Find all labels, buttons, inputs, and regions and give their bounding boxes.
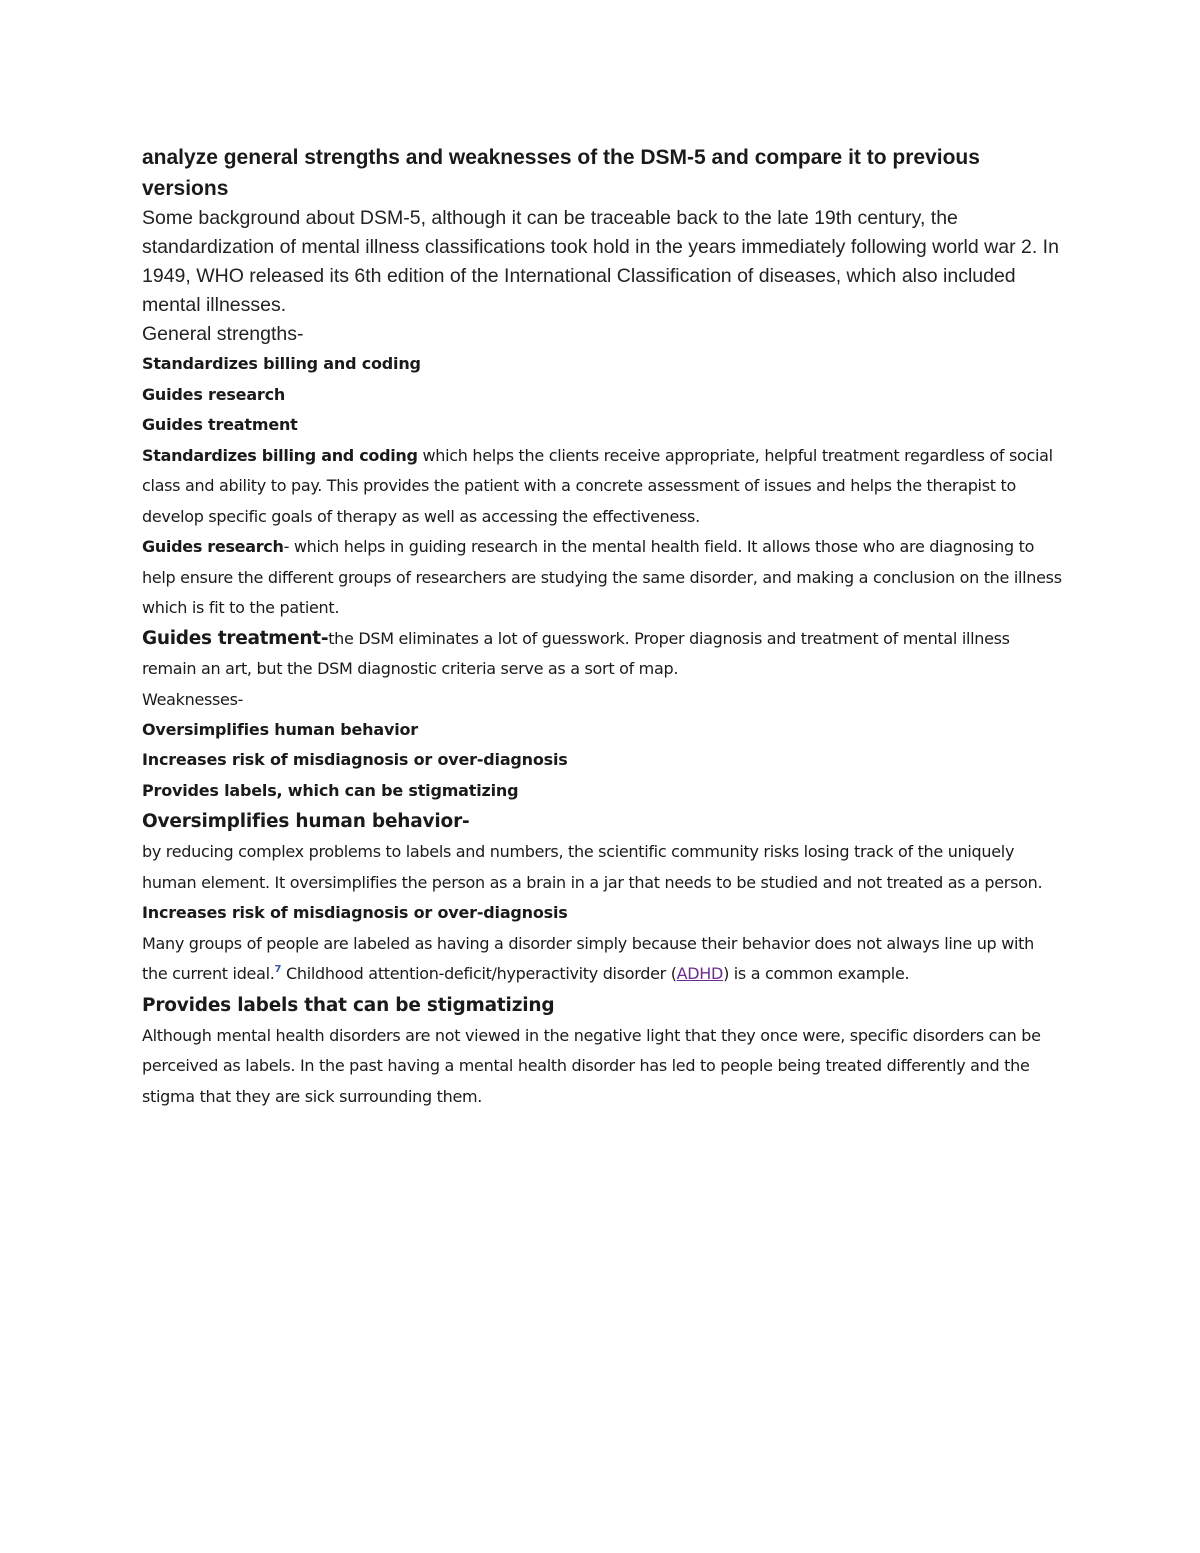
strengths-heading: General strengths- <box>142 323 304 345</box>
strengths-list-item: Guides treatment <box>142 415 298 434</box>
oversimplifies-paragraph: by reducing complex problems to labels and numbers, the scientific community risks losing track of the uniquely human element. It oversimplifies the person as a brain in a jar that needs to be studied and not treated as a person. <box>142 842 1043 892</box>
misdiagnosis-heading: Increases risk of misdiagnosis or over-diagnosis <box>142 903 568 922</box>
stigma-heading: Provides labels that can be stigmatizing <box>142 994 555 1016</box>
billing-paragraph <box>142 441 1062 533</box>
misdiagnosis-text: Many groups of people are labeled as having a disorder simply because their behavior does not always line up with the current ideal. <box>142 933 1034 983</box>
intro-paragraph: Some background about DSM-5, although it can be traceable back to the late 19th century, the standardization of mental illness classifications took hold in the years immediately following world war 2. In 1949, WHO released its 6th edition of the International Classification of diseases, which also included mental illnesses. <box>142 207 1059 316</box>
treatment-paragraph <box>142 624 1062 685</box>
strengths-list-item: Guides research <box>142 384 286 404</box>
research-text: - which helps in guiding research in the mental health field. It allows those who are diagnosing to help ensure the different groups of researchers are studying the same disorder, and making a conclusion on the illness which is fit to the patient. <box>142 537 1062 617</box>
weaknesses-list-item: Oversimplifies human behavior <box>142 719 418 739</box>
adhd-link[interactable]: ADHD <box>676 964 724 983</box>
billing-lead: Standardizes billing and coding <box>142 445 418 465</box>
misdiagnosis-text: ) is a common example. <box>723 964 910 983</box>
treatment-lead: Guides treatment- <box>142 627 329 649</box>
billing-text: which helps the clients receive appropriate, helpful treatment regardless of social class and ability to pay. This provides the patient with a concrete assessment of issues and helps the therapist to develop specific goals of therapy as well as accessing the effectiveness. <box>142 445 1053 526</box>
document-page <box>142 142 1062 1112</box>
footnote-marker[interactable]: 7 <box>274 964 282 975</box>
oversimplifies-heading: Oversimplifies human behavior- <box>142 811 470 832</box>
weaknesses-list-item: Provides labels, which can be stigmatizing <box>142 780 519 800</box>
research-lead: Guides research <box>142 537 284 556</box>
misdiagnosis-paragraph <box>142 929 1062 990</box>
weaknesses-list-item: Increases risk of misdiagnosis or over-diagnosis <box>142 750 568 769</box>
research-paragraph <box>142 532 1062 624</box>
misdiagnosis-text: Childhood attention-deficit/hyperactivity disorder ( <box>281 964 677 983</box>
weaknesses-heading: Weaknesses- <box>142 689 244 709</box>
treatment-text: the DSM eliminates a lot of guesswork. Proper diagnosis and treatment of mental illness remain an art, but the DSM diagnostic criteria serve as a sort of map. <box>142 628 1010 678</box>
stigma-paragraph: Although mental health disorders are not viewed in the negative light that they once were, specific disorders can be perceived as labels. In the past having a mental health disorder has led to people being treated differently and the stigma that they are sick surrounding them. <box>142 1025 1041 1106</box>
document-title: analyze general strengths and weaknesses of the DSM-5 and compare it to previous versions <box>142 146 980 200</box>
strengths-list-item: Standardizes billing and coding <box>142 354 421 373</box>
